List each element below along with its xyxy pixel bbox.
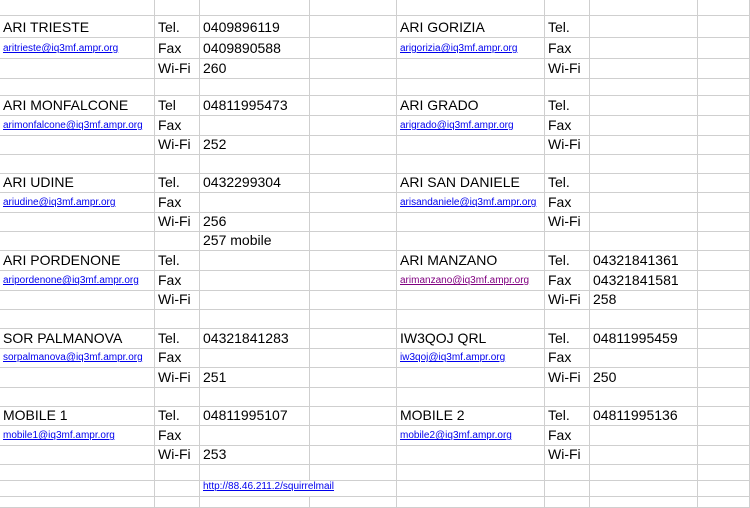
cell-text: 251 xyxy=(203,369,227,385)
fax-value[interactable] xyxy=(590,271,698,291)
empty-cell[interactable] xyxy=(310,446,397,465)
cell-text: Wi-Fi xyxy=(158,136,191,152)
empty-cell[interactable] xyxy=(200,310,310,329)
wifi-value[interactable] xyxy=(200,446,310,465)
cell-text: Tel. xyxy=(548,330,570,346)
email-link[interactable] xyxy=(397,38,545,59)
fax-label[interactable] xyxy=(545,193,590,213)
email-link[interactable] xyxy=(397,271,545,291)
station-name-text: SOR PALMANOVA xyxy=(3,330,123,346)
email-link[interactable] xyxy=(397,116,545,136)
fax-value[interactable] xyxy=(200,271,310,291)
wifi-value[interactable] xyxy=(200,291,310,310)
cell-text: Wi-Fi xyxy=(548,136,581,152)
station-name[interactable] xyxy=(0,329,155,349)
empty-cell[interactable] xyxy=(590,481,698,497)
empty-cell[interactable] xyxy=(590,155,698,174)
tel-value[interactable] xyxy=(200,251,310,271)
cell-text: Wi-Fi xyxy=(548,291,581,307)
email-link-text[interactable]: aritrieste@iq3mf.ampr.org xyxy=(3,43,119,54)
cell-text: 04321841581 xyxy=(593,272,679,288)
wifi-value[interactable] xyxy=(590,368,698,388)
fax-label[interactable] xyxy=(545,349,590,368)
station-name-text: ARI TRIESTE xyxy=(3,19,90,35)
email-link-text[interactable]: arigrado@iq3mf.ampr.org xyxy=(400,120,514,131)
squirrelmail-link-cell[interactable] xyxy=(200,481,397,497)
wifi-value[interactable] xyxy=(200,59,310,79)
empty-cell[interactable] xyxy=(310,407,397,426)
empty-cell[interactable] xyxy=(397,291,545,310)
empty-cell[interactable] xyxy=(155,481,200,497)
empty-cell[interactable] xyxy=(698,497,750,508)
wifi-label[interactable] xyxy=(155,136,200,155)
station-name-text: ARI GRADO xyxy=(400,97,479,113)
email-link[interactable] xyxy=(0,38,155,59)
empty-cell[interactable] xyxy=(310,155,397,174)
empty-cell[interactable] xyxy=(155,497,200,508)
empty-cell[interactable] xyxy=(545,465,590,481)
empty-cell[interactable] xyxy=(0,213,155,232)
empty-cell[interactable] xyxy=(0,155,155,174)
wifi-label[interactable] xyxy=(545,213,590,232)
wifi-value[interactable] xyxy=(200,213,310,232)
tel-label[interactable] xyxy=(155,96,200,116)
tel-value[interactable] xyxy=(200,407,310,426)
empty-cell[interactable] xyxy=(310,426,397,446)
empty-cell[interactable] xyxy=(590,310,698,329)
fax-value[interactable] xyxy=(200,426,310,446)
empty-cell[interactable] xyxy=(397,481,545,497)
wifi-value[interactable] xyxy=(590,446,698,465)
empty-cell[interactable] xyxy=(698,481,750,497)
cell-text: Tel. xyxy=(158,330,180,346)
email-link-text[interactable]: iw3qoj@iq3mf.ampr.org xyxy=(400,352,506,363)
station-name[interactable] xyxy=(397,16,545,38)
empty-cell[interactable] xyxy=(698,213,750,232)
email-link-text[interactable]: arimonfalcone@iq3mf.ampr.org xyxy=(3,120,143,131)
cell-text: Fax xyxy=(158,272,182,288)
fax-label[interactable] xyxy=(155,193,200,213)
cell-text: 260 xyxy=(203,60,227,76)
empty-cell[interactable] xyxy=(698,465,750,481)
cell-text: Fax xyxy=(158,40,182,56)
empty-cell[interactable] xyxy=(0,481,155,497)
empty-cell[interactable] xyxy=(310,59,397,79)
station-name-text: ARI SAN DANIELE xyxy=(400,174,520,190)
cell-text: Wi-Fi xyxy=(158,60,191,76)
empty-cell[interactable] xyxy=(397,59,545,79)
empty-cell[interactable] xyxy=(310,465,397,481)
empty-cell[interactable] xyxy=(590,465,698,481)
email-link[interactable] xyxy=(0,271,155,291)
empty-cell[interactable] xyxy=(698,79,750,96)
tel-label[interactable] xyxy=(545,96,590,116)
empty-cell[interactable] xyxy=(397,79,545,96)
wifi-label[interactable] xyxy=(155,213,200,232)
cell-text: 0409896119 xyxy=(203,19,280,35)
empty-cell[interactable] xyxy=(310,116,397,136)
empty-cell[interactable] xyxy=(698,291,750,310)
empty-cell[interactable] xyxy=(155,388,200,407)
empty-cell[interactable] xyxy=(397,155,545,174)
empty-cell[interactable] xyxy=(310,349,397,368)
email-link-text[interactable]: mobile1@iq3mf.ampr.org xyxy=(3,430,115,441)
empty-cell[interactable] xyxy=(310,136,397,155)
empty-cell[interactable] xyxy=(0,497,155,508)
empty-cell[interactable] xyxy=(698,388,750,407)
empty-cell[interactable] xyxy=(698,310,750,329)
empty-cell[interactable] xyxy=(155,79,200,96)
empty-cell[interactable] xyxy=(310,16,397,38)
wifi-label[interactable] xyxy=(545,136,590,155)
email-link-text[interactable]: sorpalmanova@iq3mf.ampr.org xyxy=(3,352,143,363)
empty-cell[interactable] xyxy=(698,426,750,446)
empty-cell[interactable] xyxy=(590,388,698,407)
station-name-text: IW3QOJ QRL xyxy=(400,330,487,346)
empty-cell[interactable] xyxy=(310,232,397,251)
fax-value[interactable] xyxy=(590,193,698,213)
tel-label[interactable] xyxy=(155,16,200,38)
tel-label[interactable] xyxy=(545,174,590,193)
empty-cell[interactable] xyxy=(698,136,750,155)
station-name-text: MOBILE 1 xyxy=(3,407,68,423)
cell-text: Fax xyxy=(158,117,182,133)
wifi-extra-value[interactable] xyxy=(200,232,310,251)
cell-text: Fax xyxy=(548,272,572,288)
cell-text: Fax xyxy=(548,194,572,210)
cell-text: Wi-Fi xyxy=(548,213,581,229)
empty-cell[interactable] xyxy=(200,465,310,481)
empty-cell[interactable] xyxy=(310,96,397,116)
station-name-text: MOBILE 2 xyxy=(400,407,465,423)
wifi-value[interactable] xyxy=(200,368,310,388)
fax-label[interactable] xyxy=(155,349,200,368)
station-name[interactable] xyxy=(0,96,155,116)
empty-cell[interactable] xyxy=(397,465,545,481)
empty-cell[interactable] xyxy=(698,16,750,38)
tel-value[interactable] xyxy=(200,16,310,38)
empty-cell[interactable] xyxy=(698,349,750,368)
cell-text: 252 xyxy=(203,136,227,152)
empty-cell[interactable] xyxy=(310,213,397,232)
empty-cell[interactable] xyxy=(545,79,590,96)
station-name-text: ARI GORIZIA xyxy=(400,19,485,35)
cell-text: 257 mobile xyxy=(203,232,272,248)
empty-cell[interactable] xyxy=(310,291,397,310)
empty-cell[interactable] xyxy=(310,329,397,349)
cell-text: Tel. xyxy=(158,252,180,268)
email-link[interactable] xyxy=(0,193,155,213)
email-link-text[interactable]: ariudine@iq3mf.ampr.org xyxy=(3,197,116,208)
cell-text: 0432299304 xyxy=(203,174,281,190)
fax-value[interactable] xyxy=(200,38,310,59)
cell-text: Fax xyxy=(548,117,572,133)
empty-cell[interactable] xyxy=(0,446,155,465)
empty-cell[interactable] xyxy=(545,0,590,16)
fax-value[interactable] xyxy=(590,38,698,59)
empty-cell[interactable] xyxy=(155,465,200,481)
cell-text: 04321841283 xyxy=(203,330,289,346)
fax-label[interactable] xyxy=(155,426,200,446)
station-name-text: ARI MONFALCONE xyxy=(3,97,129,113)
empty-cell[interactable] xyxy=(310,251,397,271)
email-link[interactable] xyxy=(397,426,545,446)
empty-cell[interactable] xyxy=(0,465,155,481)
station-name[interactable] xyxy=(0,174,155,193)
empty-cell[interactable] xyxy=(698,174,750,193)
station-name-text: ARI PORDENONE xyxy=(3,252,121,268)
fax-value[interactable] xyxy=(590,349,698,368)
cell-text: 04811995459 xyxy=(593,330,678,346)
empty-cell[interactable] xyxy=(310,388,397,407)
email-link[interactable] xyxy=(0,426,155,446)
email-link[interactable] xyxy=(397,193,545,213)
empty-cell[interactable] xyxy=(397,213,545,232)
empty-cell[interactable] xyxy=(397,136,545,155)
empty-cell[interactable] xyxy=(397,368,545,388)
tel-label[interactable] xyxy=(155,329,200,349)
empty-cell[interactable] xyxy=(545,310,590,329)
cell-text: Wi-Fi xyxy=(548,446,581,462)
email-link[interactable] xyxy=(0,116,155,136)
cell-text: 04811995473 xyxy=(203,97,288,113)
cell-text: Wi-Fi xyxy=(548,60,581,76)
cell-text: Tel. xyxy=(548,19,570,35)
empty-cell[interactable] xyxy=(310,497,397,508)
wifi-label[interactable] xyxy=(155,368,200,388)
empty-cell[interactable] xyxy=(698,368,750,388)
fax-value[interactable] xyxy=(590,426,698,446)
empty-cell[interactable] xyxy=(698,232,750,251)
wifi-label[interactable] xyxy=(155,291,200,310)
cell-text: 253 xyxy=(203,446,227,462)
tel-label[interactable] xyxy=(155,251,200,271)
fax-label[interactable] xyxy=(545,38,590,59)
wifi-label[interactable] xyxy=(155,446,200,465)
email-link[interactable] xyxy=(0,349,155,368)
tel-label[interactable] xyxy=(545,16,590,38)
cell-text: 258 xyxy=(593,291,617,307)
fax-value[interactable] xyxy=(200,193,310,213)
empty-cell[interactable] xyxy=(397,232,545,251)
empty-cell[interactable] xyxy=(155,155,200,174)
wifi-value[interactable] xyxy=(200,136,310,155)
squirrelmail-link[interactable]: http://88.46.211.2/squirrelmail xyxy=(203,481,335,492)
empty-cell[interactable] xyxy=(698,0,750,16)
empty-cell[interactable] xyxy=(698,271,750,291)
empty-cell[interactable] xyxy=(545,155,590,174)
wifi-value[interactable] xyxy=(590,59,698,79)
cell-text: Tel xyxy=(158,97,176,113)
empty-cell[interactable] xyxy=(545,481,590,497)
cell-text: Tel. xyxy=(158,174,180,190)
wifi-value[interactable] xyxy=(590,291,698,310)
empty-cell[interactable] xyxy=(155,0,200,16)
cell-text: Wi-Fi xyxy=(158,446,191,462)
cell-text: Fax xyxy=(158,194,182,210)
empty-cell[interactable] xyxy=(545,232,590,251)
empty-cell[interactable] xyxy=(698,251,750,271)
empty-cell[interactable] xyxy=(0,388,155,407)
empty-cell[interactable] xyxy=(200,155,310,174)
empty-cell[interactable] xyxy=(0,232,155,251)
empty-cell[interactable] xyxy=(200,388,310,407)
cell-text: Wi-Fi xyxy=(158,369,191,385)
wifi-label[interactable] xyxy=(545,446,590,465)
empty-cell[interactable] xyxy=(590,232,698,251)
empty-cell[interactable] xyxy=(698,59,750,79)
cell-text: Tel. xyxy=(548,174,570,190)
station-name[interactable] xyxy=(397,329,545,349)
cell-text: 0409890588 xyxy=(203,40,281,56)
cell-text: 256 xyxy=(203,213,227,229)
station-name[interactable] xyxy=(0,407,155,426)
empty-cell[interactable] xyxy=(590,0,698,16)
email-link[interactable] xyxy=(397,349,545,368)
tel-value[interactable] xyxy=(200,174,310,193)
email-link-text[interactable]: aripordenone@iq3mf.ampr.org xyxy=(3,275,139,286)
empty-cell[interactable] xyxy=(0,136,155,155)
cell-text: Wi-Fi xyxy=(548,369,581,385)
empty-cell[interactable] xyxy=(397,497,545,508)
fax-value[interactable] xyxy=(590,116,698,136)
empty-cell[interactable] xyxy=(545,497,590,508)
cell-text: Tel. xyxy=(548,407,570,423)
tel-value[interactable] xyxy=(590,251,698,271)
cell-text: Wi-Fi xyxy=(158,291,191,307)
tel-value[interactable] xyxy=(200,96,310,116)
empty-cell[interactable] xyxy=(397,388,545,407)
fax-label[interactable] xyxy=(545,271,590,291)
empty-cell[interactable] xyxy=(698,193,750,213)
email-link-text[interactable]: arimanzano@iq3mf.ampr.org xyxy=(400,275,530,286)
empty-cell[interactable] xyxy=(0,79,155,96)
wifi-value[interactable] xyxy=(590,213,698,232)
cell-text: Fax xyxy=(158,349,182,365)
tel-value[interactable] xyxy=(590,96,698,116)
cell-text: Fax xyxy=(548,349,572,365)
cell-text: 04811995107 xyxy=(203,407,288,423)
empty-cell[interactable] xyxy=(0,0,155,16)
empty-cell[interactable] xyxy=(310,193,397,213)
empty-cell[interactable] xyxy=(200,0,310,16)
empty-cell[interactable] xyxy=(698,38,750,59)
fax-label[interactable] xyxy=(545,116,590,136)
tel-label[interactable] xyxy=(545,407,590,426)
station-name[interactable] xyxy=(0,16,155,38)
station-name-text: ARI UDINE xyxy=(3,174,74,190)
empty-cell[interactable] xyxy=(397,446,545,465)
empty-cell[interactable] xyxy=(397,0,545,16)
wifi-label[interactable] xyxy=(545,291,590,310)
fax-label[interactable] xyxy=(155,38,200,59)
empty-cell[interactable] xyxy=(0,291,155,310)
station-name[interactable] xyxy=(397,96,545,116)
empty-cell[interactable] xyxy=(155,232,200,251)
fax-label[interactable] xyxy=(155,116,200,136)
cell-text: Tel. xyxy=(548,252,570,268)
empty-cell[interactable] xyxy=(698,407,750,426)
empty-cell[interactable] xyxy=(545,388,590,407)
empty-cell[interactable] xyxy=(0,310,155,329)
empty-cell[interactable] xyxy=(155,310,200,329)
cell-text: Tel. xyxy=(158,407,180,423)
tel-value[interactable] xyxy=(590,174,698,193)
cell-text: Fax xyxy=(548,427,572,443)
fax-value[interactable] xyxy=(200,349,310,368)
empty-cell[interactable] xyxy=(590,79,698,96)
email-link-text[interactable]: arisandaniele@iq3mf.ampr.org xyxy=(400,197,537,208)
empty-cell[interactable] xyxy=(698,96,750,116)
wifi-label[interactable] xyxy=(545,368,590,388)
wifi-label[interactable] xyxy=(545,59,590,79)
station-name[interactable] xyxy=(397,174,545,193)
cell-text: 04811995136 xyxy=(593,407,678,423)
empty-cell[interactable] xyxy=(310,174,397,193)
fax-label[interactable] xyxy=(545,426,590,446)
wifi-label[interactable] xyxy=(155,59,200,79)
cell-text: 250 xyxy=(593,369,617,385)
empty-cell[interactable] xyxy=(698,155,750,174)
empty-cell[interactable] xyxy=(310,271,397,291)
empty-cell[interactable] xyxy=(200,79,310,96)
station-name[interactable] xyxy=(0,251,155,271)
empty-cell[interactable] xyxy=(310,0,397,16)
empty-cell[interactable] xyxy=(698,446,750,465)
cell-text: Wi-Fi xyxy=(158,213,191,229)
cell-text: 04321841361 xyxy=(593,252,679,268)
tel-value[interactable] xyxy=(590,329,698,349)
fax-value[interactable] xyxy=(200,116,310,136)
empty-cell[interactable] xyxy=(310,79,397,96)
tel-value[interactable] xyxy=(200,329,310,349)
email-link-text[interactable]: mobile2@iq3mf.ampr.org xyxy=(400,430,512,441)
cell-text: Fax xyxy=(158,427,182,443)
cell-text: Tel. xyxy=(548,97,570,113)
tel-label[interactable] xyxy=(545,251,590,271)
cell-text: Fax xyxy=(548,40,572,56)
empty-cell[interactable] xyxy=(698,116,750,136)
tel-label[interactable] xyxy=(155,407,200,426)
fax-label[interactable] xyxy=(155,271,200,291)
tel-label[interactable] xyxy=(155,174,200,193)
station-name[interactable] xyxy=(397,407,545,426)
tel-label[interactable] xyxy=(545,329,590,349)
empty-cell[interactable] xyxy=(590,497,698,508)
tel-value[interactable] xyxy=(590,16,698,38)
station-name[interactable] xyxy=(397,251,545,271)
cell-text: Tel. xyxy=(158,19,180,35)
empty-cell[interactable] xyxy=(0,368,155,388)
empty-cell[interactable] xyxy=(698,329,750,349)
tel-value[interactable] xyxy=(590,407,698,426)
empty-cell[interactable] xyxy=(200,497,310,508)
empty-cell[interactable] xyxy=(397,310,545,329)
empty-cell[interactable] xyxy=(310,38,397,59)
station-name-text: ARI MANZANO xyxy=(400,252,498,268)
empty-cell[interactable] xyxy=(310,368,397,388)
wifi-value[interactable] xyxy=(590,136,698,155)
empty-cell[interactable] xyxy=(310,310,397,329)
empty-cell[interactable] xyxy=(0,59,155,79)
email-link-text[interactable]: arigorizia@iq3mf.ampr.org xyxy=(400,43,518,54)
